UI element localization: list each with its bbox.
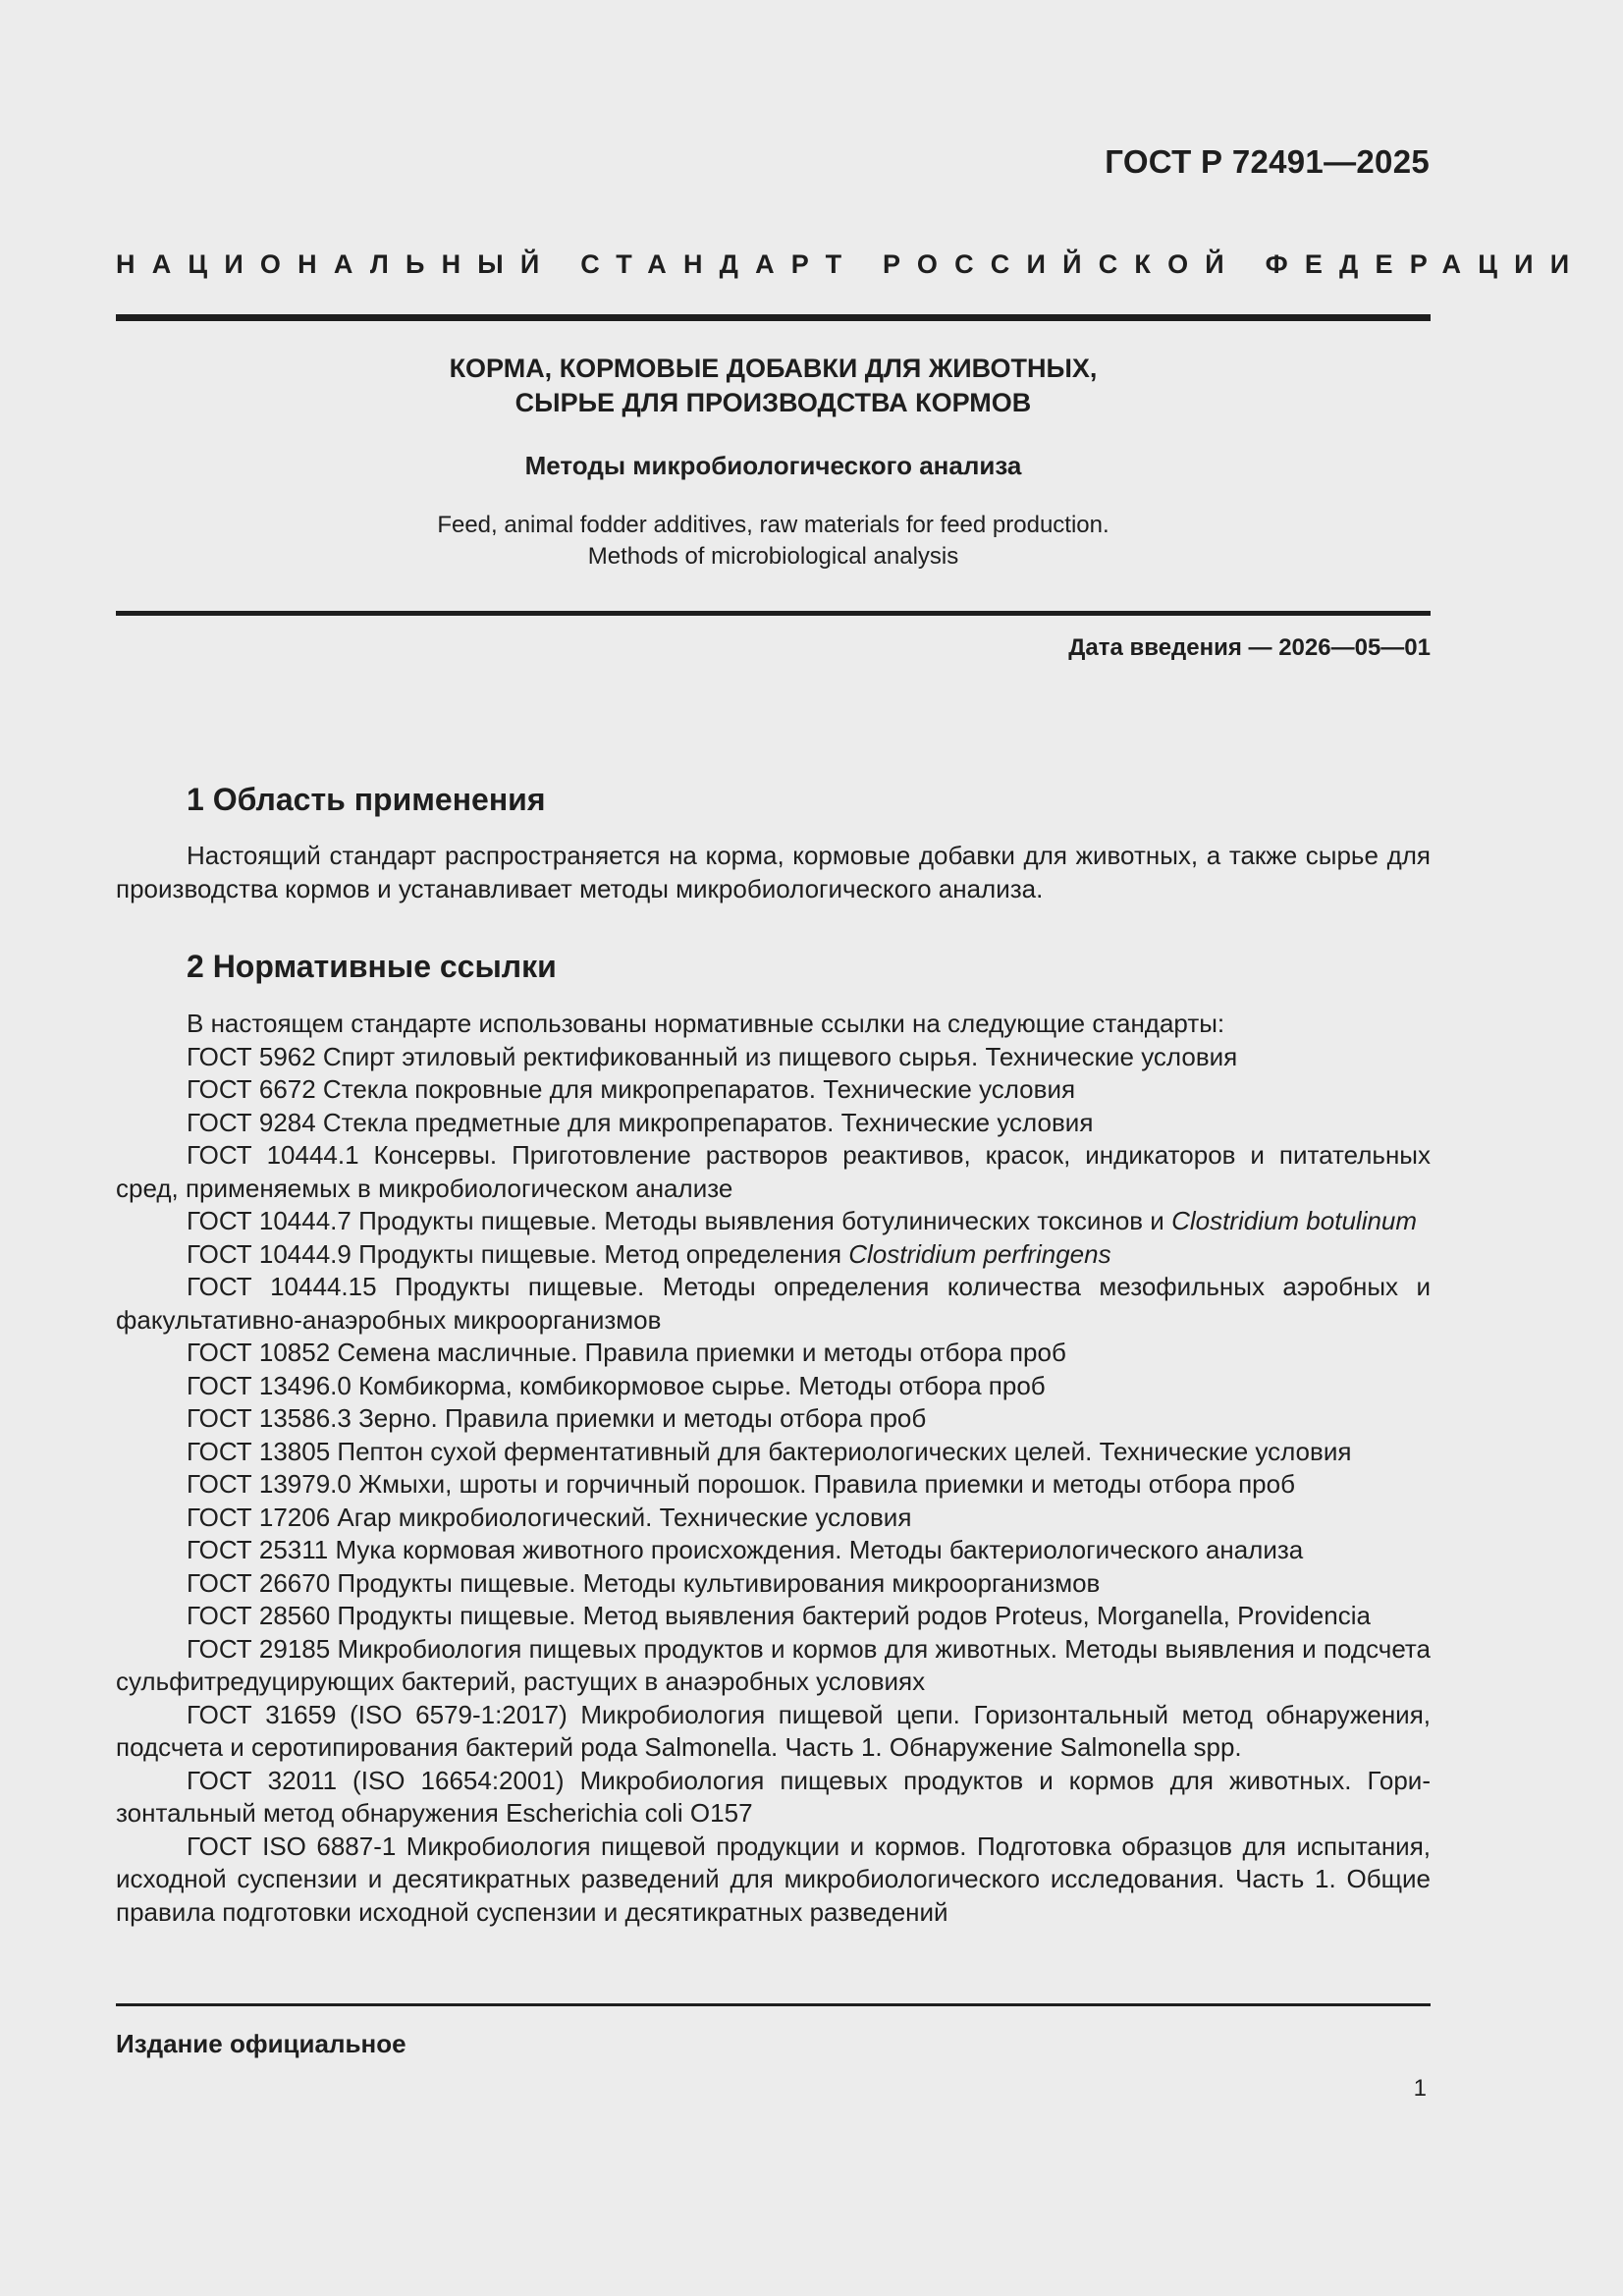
reference-item: ГОСТ 29185 Микробиология пищевых продуктов и кормов для животных. Методы выявления и подсчета сульфитредуцирующих бактерий, растущих в анаэробных условиях xyxy=(116,1633,1431,1696)
official-edition-label: Издание официальное xyxy=(116,2029,406,2058)
section-2-body xyxy=(116,1008,1431,1929)
national-standard-heading: НАЦИОНАЛЬНЫЙ СТАНДАРТ РОССИЙСКОЙ ФЕДЕРАЦИИ xyxy=(116,249,1587,279)
english-title-line-2: Methods of microbiological analysis xyxy=(587,543,959,570)
section-2-heading: 2 Нормативные ссылки xyxy=(187,949,557,984)
reference-species: Clostridium perfringens xyxy=(848,1238,1111,1269)
document-subtitle: Методы микробиологического анализа xyxy=(524,451,1022,480)
section-1-body xyxy=(116,840,1431,905)
english-title xyxy=(116,510,1431,573)
reference-item xyxy=(116,1238,1431,1272)
reference-item: ГОСТ 31659 (ISO 6579-1:2017) Микробиология пищевой цепи. Горизонтальный метод обнаружения, подсчета и серотипирования бактерий рода Salmonella. Часть 1. Обнаружение Salmonella spp. xyxy=(116,1699,1431,1762)
reference-text: ГОСТ 10444.7 Продукты пищевые. Методы выявления ботулинических токсинов и xyxy=(187,1206,1172,1235)
reference-item: ГОСТ 32011 (ISO 16654:2001) Микробиология пищевых продуктов и кормов для животных. Горизонтальный метод обнаружения Escherichia coli O157 xyxy=(116,1765,1431,1828)
reference-item: ГОСТ ISO 6887-1 Микробиология пищевой продукции и кормов. Подготовка образцов для испытания, исходной суспензии и десятикратных разведений для микробиологического исследования. Часть 1. Общие правила подготовки исходной суспензии и десятикратных разведений xyxy=(116,1831,1431,1927)
reference-item: ГОСТ 10852 Семена масличные. Правила приемки и методы отбора проб xyxy=(187,1338,1066,1367)
footer-rule xyxy=(116,2003,1431,2006)
reference-item: ГОСТ 10444.15 Продукты пищевые. Методы определения количества мезофильных аэробных и факультативно-анаэробных микроорганизмов xyxy=(116,1272,1431,1335)
reference-item: ГОСТ 13979.0 Жмыхи, шроты и горчичный порошок. Правила приемки и методы отбора проб xyxy=(187,1469,1295,1499)
reference-item: ГОСТ 10444.1 Консервы. Приготовление растворов реактивов, красок, индикаторов и питательных сред, применяемых в микробиологическом анализе xyxy=(116,1140,1431,1203)
reference-item: ГОСТ 5962 Спирт этиловый ректификованный из пищевого сырья. Технические условия xyxy=(187,1041,1238,1071)
reference-text: ГОСТ 10444.9 Продукты пищевые. Метод определения xyxy=(187,1238,849,1269)
title-rule xyxy=(116,611,1431,616)
references-intro: В настоящем стандарте использованы нормативные ссылки на следующие стандарты: xyxy=(187,1009,1225,1038)
reference-item: ГОСТ 13496.0 Комбикорма, комбикормовое сырье. Методы отбора проб xyxy=(187,1370,1046,1400)
reference-item: ГОСТ 9284 Стекла предметные для микропрепаратов. Технические условия xyxy=(187,1107,1094,1137)
reference-item: ГОСТ 25311 Мука кормовая животного происхождения. Методы бактериологического анализа xyxy=(187,1535,1304,1564)
reference-item: ГОСТ 26670 Продукты пищевые. Методы культивирования микроорганизмов xyxy=(187,1567,1101,1598)
title-line-2: СЫРЬЕ ДЛЯ ПРОИЗВОДСТВА КОРМОВ xyxy=(514,388,1032,417)
reference-species: Clostridium botulinum xyxy=(1171,1206,1418,1235)
title-line-1: КОРМА, КОРМОВЫЕ ДОБАВКИ ДЛЯ ЖИВОТНЫХ, xyxy=(449,354,1098,383)
reference-item: ГОСТ 17206 Агар микробиологический. Технические условия xyxy=(187,1502,912,1532)
reference-item: ГОСТ 6672 Стекла покровные для микропрепаратов. Технические условия xyxy=(187,1074,1076,1104)
gost-identifier: ГОСТ Р 72491—2025 xyxy=(1105,143,1430,180)
header-rule xyxy=(116,314,1431,321)
reference-item: ГОСТ 13805 Пептон сухой ферментативный для бактериологических целей. Технические условия xyxy=(187,1436,1352,1466)
document-title xyxy=(116,352,1431,420)
page-number: 1 xyxy=(1413,2075,1427,2102)
reference-item: ГОСТ 28560 Продукты пищевые. Метод выявления бактерий родов Proteus, Morganella, Providencia xyxy=(187,1601,1371,1630)
section-1-paragraph: Настоящий стандарт распространяется на корма, кормовые добавки для животных, а также сырье для производства кормов и устанавливает методы микробиологического анализа. xyxy=(116,841,1431,903)
reference-item: ГОСТ 13586.3 Зерно. Правила приемки и методы отбора проб xyxy=(187,1403,927,1433)
english-title-line-1: Feed, animal fodder additives, raw materials for feed production. xyxy=(437,512,1109,538)
introduction-date: Дата введения — 2026—05—01 xyxy=(1068,634,1431,661)
section-1-heading: 1 Область применения xyxy=(187,782,546,817)
reference-item xyxy=(116,1205,1431,1238)
